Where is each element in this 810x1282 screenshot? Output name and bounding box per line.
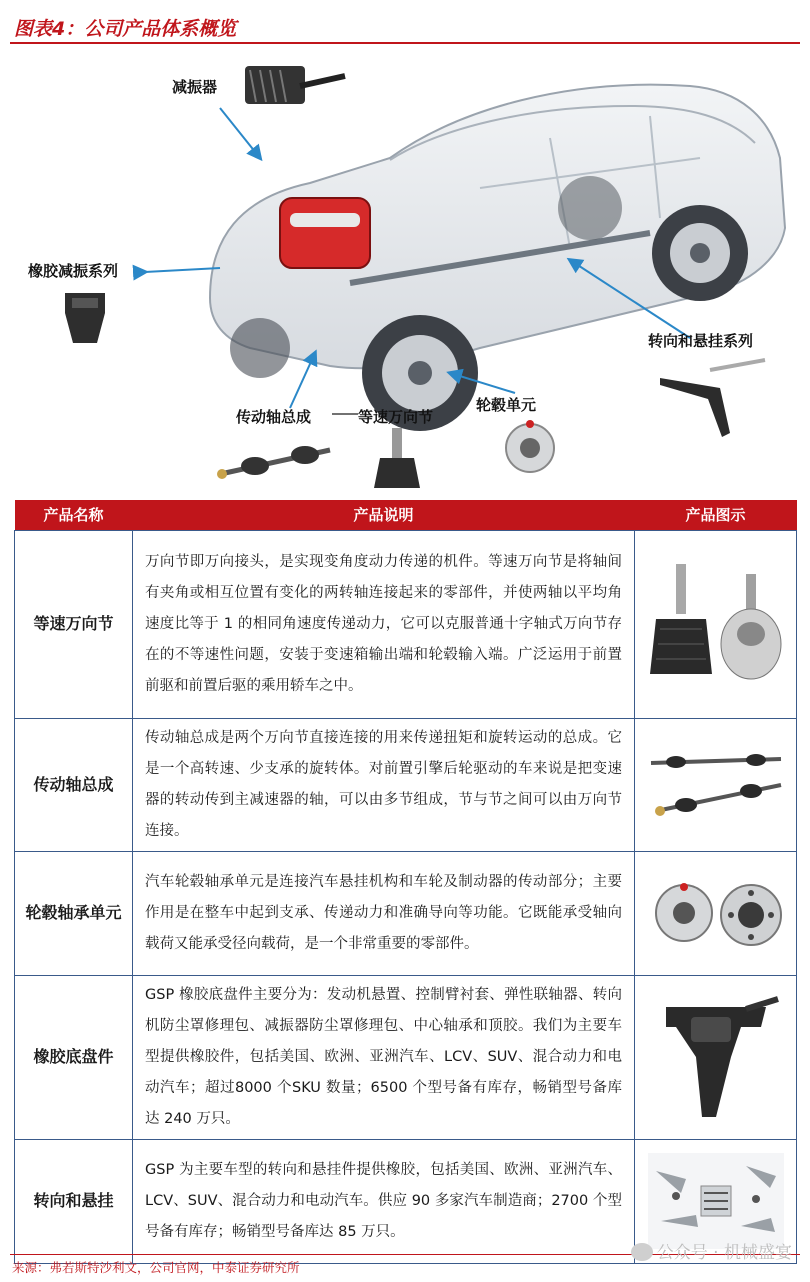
label-drive-shaft-assembly: 传动轴总成: [236, 408, 312, 426]
car-product-diagram: [10, 48, 800, 488]
product-name: 转向和悬挂: [15, 1139, 133, 1263]
table-row: [15, 718, 797, 851]
cv-joint-icon: [646, 549, 786, 699]
table-header-row: [15, 500, 797, 530]
source-note: 来源：弗若斯特沙利文，公司官网，中泰证券研究所: [12, 1260, 300, 1275]
product-name: 传动轴总成: [15, 718, 133, 851]
table-row: [15, 851, 797, 975]
watermark: [631, 1238, 792, 1263]
product-description: GSP 为主要车型的转向和悬挂件提供橡胶，包括美国、欧洲、亚洲汽车、LCV、SUV、混合动力和电动汽车。供应 90 多家汽车制造商；2700 个型号备有库存；畅销型号备库达 85 万只。: [133, 1139, 635, 1263]
drive-shaft-icon: [646, 745, 786, 825]
product-name: 等速万向节: [15, 530, 133, 718]
table-row: [15, 530, 797, 718]
drive-shaft-part: [217, 446, 330, 479]
label-hub-unit: 轮毂单元: [476, 396, 537, 414]
product-description: 汽车轮毂轴承单元是连接汽车悬挂机构和车轮及制动器的传动部分；主要作用是在整车中起到支承、传递动力和准确导向等功能。它既能承受轴向载荷又能承受径向载荷，是一个非常重要的零部件。: [133, 851, 635, 975]
header-product-name: 产品名称: [15, 500, 133, 530]
rear-wheel: [652, 205, 748, 301]
title-divider: [10, 42, 800, 44]
engine-mount-icon: [646, 987, 786, 1127]
label-cv-joint: 等速万向节: [358, 408, 434, 426]
header-product-desc: 产品说明: [133, 500, 635, 530]
rubber-mount-part: [65, 293, 105, 343]
product-description: 传动轴总成是两个万向节直接连接的用来传递扭矩和旋转运动的总成。它是一个高转速、少支承的旋转体。对前置引擎后轮驱动的车来说是把变速器的转动传到主减速器的轴，可以由多节组成，节与节之间可以由万向节连接。: [133, 718, 635, 851]
product-name: 橡胶底盘件: [15, 975, 133, 1139]
header-product-image: 产品图示: [635, 500, 797, 530]
control-arm-part: [660, 360, 765, 437]
engine-block: [280, 198, 370, 268]
product-description: 万向节即万向接头，是实现变角度动力传递的机件。等速万向节是将轴间有夹角或相互位置有变化的两转轴连接起来的零部件，并使两轴以平均角速度比等于 1 的相同角速度传递动力，它可以克服普通十字轴式万向节存在的不等速性问题，安装于变速箱输出端和轮毂输入端。广泛运用于前置前驱和前置后驱的乘用轿车之中。: [133, 530, 635, 718]
cv-joint-part: [374, 428, 420, 488]
product-name: 轮毂轴承单元: [15, 851, 133, 975]
wechat-icon: [631, 1243, 653, 1261]
label-shock-absorber: 减振器: [172, 78, 218, 96]
label-rubber-damping-series: 橡胶减振系列: [28, 262, 119, 280]
product-table: [14, 500, 797, 1264]
hub-unit-part: [506, 420, 554, 472]
product-description: GSP 橡胶底盘件主要分为：发动机悬置、控制臂衬套、弹性联轴器、转向机防尘罩修理包、减振器防尘罩修理包、中心轴承和顶胶。我们为主要车型提供橡胶件，包括美国、欧洲、亚洲汽车、LCV、SUV、混合动力和电动汽车；超过8000 个SKU 数量；6500 个型号备有库存，畅销型号备库达 240 万只。: [133, 975, 635, 1139]
suspension-parts-icon: [646, 1151, 786, 1251]
table-row: [15, 975, 797, 1139]
watermark-text: 公众号 · 机械盛宴: [656, 1243, 792, 1263]
label-steering-suspension-series: 转向和悬挂系列: [648, 332, 754, 350]
hub-bearing-icon: [646, 873, 786, 953]
figure-title: 图表4：公司产品体系概览: [14, 18, 237, 40]
shock-absorber-part: [245, 66, 345, 104]
